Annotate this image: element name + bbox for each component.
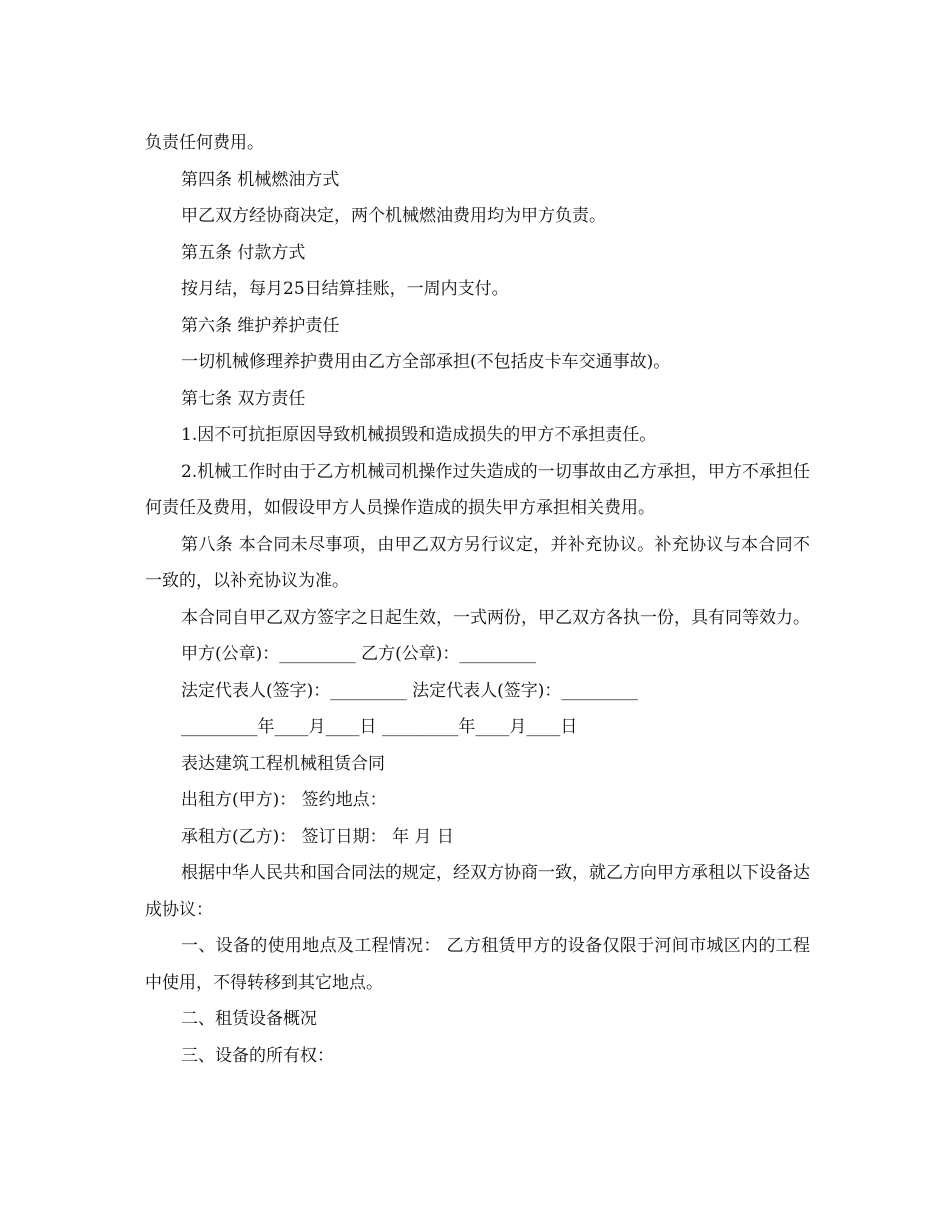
seal-line: 甲方(公章)：_________ 乙方(公章)：_________	[181, 644, 536, 664]
lessor-line: 出租方(甲方)： 签约地点：	[181, 790, 387, 810]
article-7-item-1: 1.因不可抗拒原因导致机械损毁和造成损失的甲方不承担责任。	[181, 425, 657, 445]
article-4-body: 甲乙双方经协商决定，两个机械燃油费用均为甲方负责。	[181, 206, 606, 226]
section-2: 二、租赁设备概况	[181, 1009, 317, 1029]
article-5-heading: 第五条 付款方式	[181, 242, 306, 263]
article-7-heading: 第七条 双方责任	[181, 388, 306, 409]
article-7-item-2: 2.机械工作时由于乙方机械司机操作过失造成的一切事故由乙方承担，甲方不承担任何责任及费用，如假设甲方人员操作造成的损失甲方承担相关费用。	[145, 461, 810, 518]
lessee-line: 承租方(乙方)： 签订日期： 年 月 日	[181, 826, 454, 847]
article-4-heading: 第四条 机械燃油方式	[181, 169, 340, 190]
section-1: 一、设备的使用地点及工程情况： 乙方租赁甲方的设备仅限于河间市城区内的工程中使用，不得转移到其它地点。	[145, 936, 810, 993]
section-3: 三、设备的所有权：	[181, 1045, 334, 1066]
representative-signature-line: 法定代表人(签字)：_________ 法定代表人(签字)：_________	[181, 680, 638, 701]
article-5-body: 按月结，每月25日结算挂账，一周内支付。	[181, 279, 509, 299]
preamble: 根据中华人民共和国合同法的规定，经双方协商一致，就乙方向甲方承租以下设备达成协议：	[145, 863, 810, 920]
article-8: 第八条 本合同未尽事项，由甲乙双方另行议定，并补充协议。补充协议与本合同不一致的，以补充协议为准。	[145, 534, 810, 591]
date-line: _________年____月____日 _________年____月____日	[181, 717, 578, 737]
article-6-body: 一切机械修理养护费用由乙方全部承担(不包括皮卡车交通事故)。	[181, 352, 671, 372]
paragraph-continuation: 负责任何费用。	[145, 133, 264, 153]
effective-clause: 本合同自甲乙双方签字之日起生效，一式两份，甲乙双方各执一份，具有同等效力。	[181, 607, 810, 628]
contract-title: 表达建筑工程机械租赁合同	[181, 753, 385, 774]
article-6-heading: 第六条 维护养护责任	[181, 315, 340, 336]
document-body	[145, 125, 810, 1074]
